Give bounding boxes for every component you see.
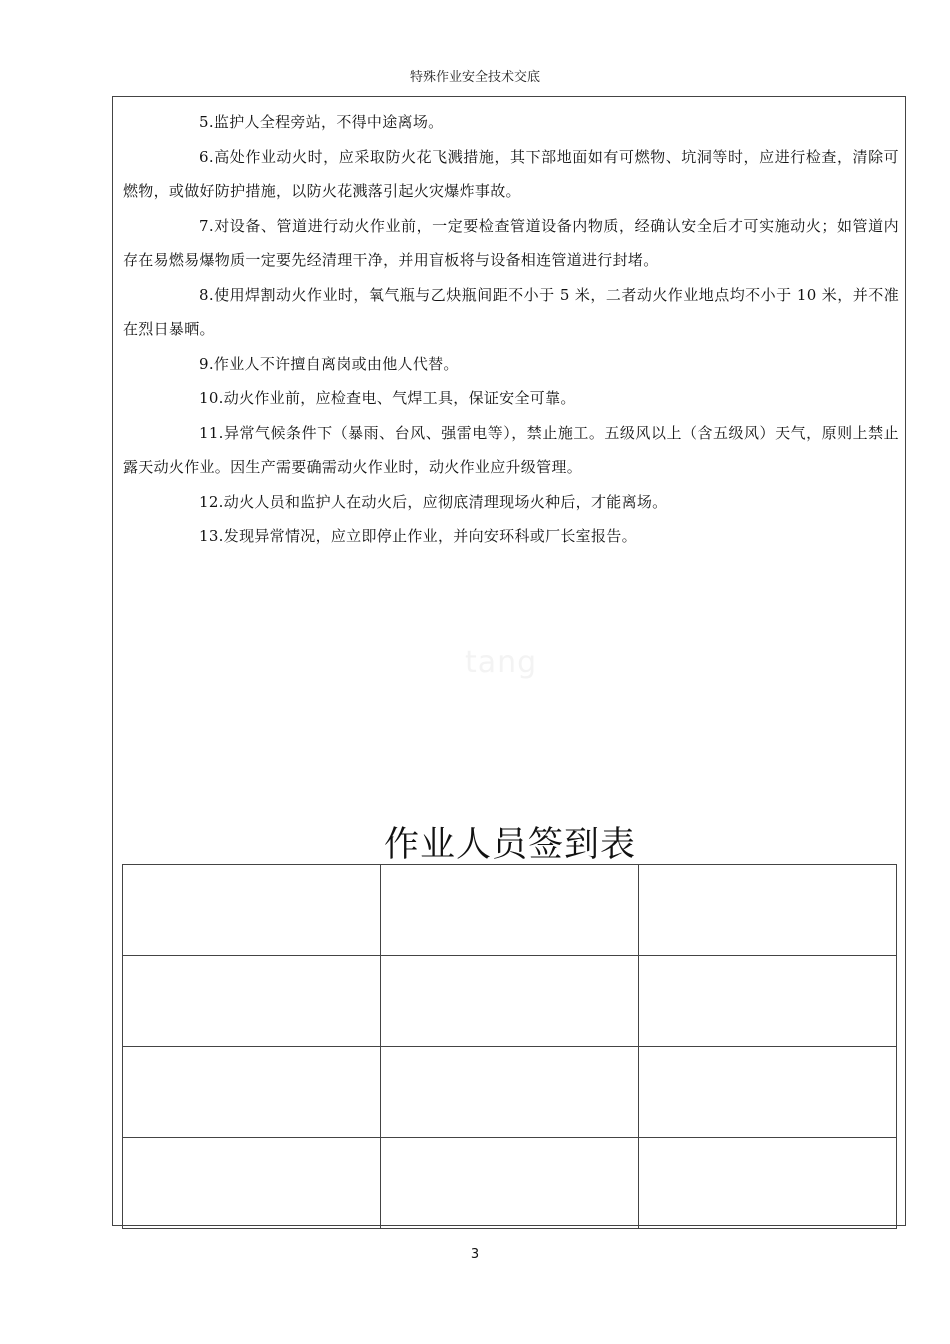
item-number: 10. (199, 389, 224, 407)
item-number: 9. (199, 354, 214, 373)
list-item (123, 105, 899, 140)
list-item (123, 416, 899, 485)
list-item (123, 381, 899, 416)
item-text: 使用焊割动火作业时，氧气瓶与乙炔瓶间距不小于 5 米，二者动火作业地点均不小于 10 米，并不准在烈日暴晒。 (123, 285, 899, 338)
signature-cell[interactable] (639, 1138, 897, 1229)
sign-in-table (122, 864, 897, 1229)
signature-cell[interactable] (123, 956, 381, 1047)
list-item (123, 140, 899, 209)
signature-cell[interactable] (639, 956, 897, 1047)
table-row (123, 1047, 897, 1138)
item-number: 13. (199, 527, 224, 545)
item-number: 8. (199, 285, 214, 304)
sign-sheet-title: 作业人员签到表 (383, 825, 636, 865)
signature-cell[interactable] (381, 1047, 639, 1138)
item-number: 11. (199, 423, 224, 442)
signature-cell[interactable] (123, 865, 381, 956)
item-number: 7. (199, 216, 214, 235)
signature-cell[interactable] (381, 956, 639, 1047)
table-row (123, 956, 897, 1047)
signature-cell[interactable] (123, 1047, 381, 1138)
item-text: 作业人不许擅自离岗或由他人代替。 (213, 354, 459, 373)
list-item (123, 519, 899, 554)
table-row (123, 865, 897, 956)
page-header: 特殊作业安全技术交底 (409, 70, 540, 85)
signature-cell[interactable] (639, 1047, 897, 1138)
item-number: 6. (199, 147, 214, 166)
list-item (123, 485, 899, 520)
item-text: 动火作业前，应检查电、气焊工具，保证安全可靠。 (223, 389, 576, 407)
signature-cell[interactable] (381, 865, 639, 956)
signature-cell[interactable] (123, 1138, 381, 1229)
signature-cell[interactable] (381, 1138, 639, 1229)
item-number: 12. (199, 492, 224, 511)
item-text: 高处作业动火时，应采取防火花飞溅措施，其下部地面如有可燃物、坑洞等时，应进行检查，清除可燃物，或做好防护措施，以防火花溅落引起火灾爆炸事故。 (123, 147, 899, 200)
safety-items-list (123, 105, 899, 554)
table-row (123, 1138, 897, 1229)
list-item (123, 209, 899, 278)
signature-cell[interactable] (639, 865, 897, 956)
watermark: tang (465, 645, 538, 680)
item-number: 5. (199, 113, 214, 131)
item-text: 发现异常情况，应立即停止作业，并向安环科或厂长室报告。 (223, 527, 637, 545)
list-item (123, 347, 899, 382)
item-text: 监护人全程旁站，不得中途离场。 (213, 113, 444, 131)
content-frame (112, 96, 906, 1226)
item-text: 对设备、管道进行动火作业前，一定要检查管道设备内物质，经确认安全后才可实施动火；如管道内存在易燃易爆物质一定要先经清理干净，并用盲板将与设备相连管道进行封堵。 (123, 216, 899, 269)
page-number: 3 (470, 1247, 480, 1262)
item-text: 异常气候条件下（暴雨、台风、强雷电等），禁止施工。五级风以上（含五级风）天气，原则上禁止露天动火作业。因生产需要确需动火作业时，动火作业应升级管理。 (123, 423, 899, 476)
list-item (123, 278, 899, 347)
item-text: 动火人员和监护人在动火后，应彻底清理现场火种后，才能离场。 (223, 492, 668, 511)
